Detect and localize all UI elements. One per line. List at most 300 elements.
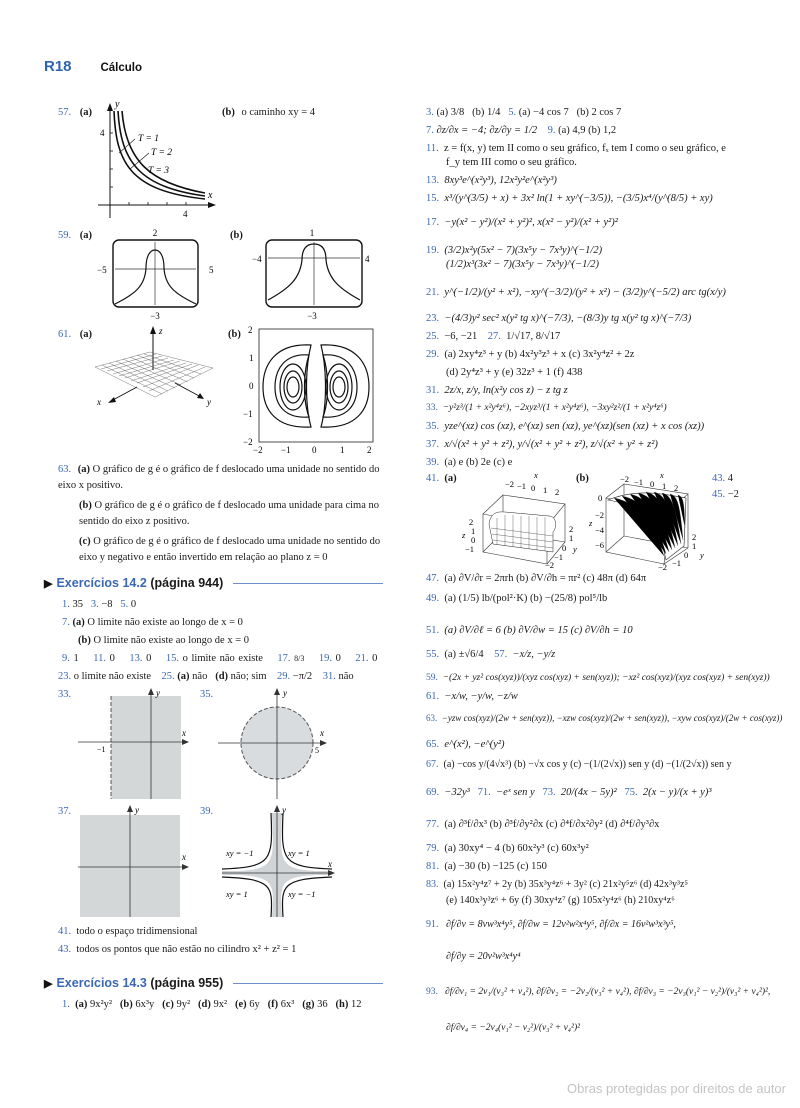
range-top: 2: [152, 228, 158, 238]
r-ex55-57: [426, 648, 555, 661]
answer-text: não: [192, 671, 208, 682]
exercise-number: 59.: [58, 230, 72, 241]
answer-text: 1: [73, 653, 79, 664]
exercise-number: 59.: [426, 673, 438, 683]
r-ex83-cont: (e) 140x³y³z⁶ + 6y (f) 30xy⁴z⁷ (g) 105x²y⁴z⁶ (h) 210xy⁴z⁶: [446, 895, 675, 906]
answer-text: z = f(x, y) tem II como o seu gráfico, fₓ tem I como o seu gráfico, e: [444, 143, 726, 154]
answer-text: (b) 2 cos 7: [576, 107, 622, 118]
y-label: y: [207, 397, 211, 407]
y-arrow: [107, 103, 113, 111]
label-t2: T = 2: [151, 148, 173, 158]
r-ex41b: (b): [576, 473, 589, 484]
exercise-number: 9.: [547, 125, 556, 136]
leader-line: [130, 153, 149, 169]
z-tick: 2: [469, 517, 474, 527]
exercise-number: 31.: [426, 385, 440, 396]
exercise-number: 51.: [426, 625, 440, 636]
curve-label: xy = −1: [288, 889, 316, 899]
hyperbola-branch: [282, 813, 332, 869]
triangle-bullet-icon: ▶: [44, 978, 53, 990]
answer-text: O gráfico de g é o gráfico de f deslocado uma unidade no sentido do eixo x positivo.: [58, 464, 380, 491]
x-arrow: [108, 397, 116, 403]
r-ex91: [426, 918, 676, 931]
x-tick: −1: [97, 745, 106, 754]
answer-text: −(2x + yz² cos(xyz))/(xyz cos(xyz) + sen(xyz)); −xz² cos(xyz)/(xyz cos(xyz) + sen(xyz)): [442, 673, 770, 683]
x-tick: 0: [531, 483, 536, 493]
exercise-59b: (b): [230, 230, 243, 241]
x-tick: 1: [543, 485, 548, 495]
hyperbola-branch: [222, 813, 272, 869]
r-ex11-cont: f_y tem III como o seu gráfico.: [446, 157, 577, 168]
s143-ex1: [62, 998, 362, 1011]
s142-line-9: [62, 652, 377, 665]
s142-line-23: [58, 670, 354, 683]
r-ex19: [426, 244, 602, 257]
r-ex59: [426, 672, 770, 685]
exercise-number: 49.: [426, 593, 440, 604]
level-curves-plot-57: [95, 99, 225, 228]
r-ex79: [426, 842, 589, 855]
answer-text: −y(x² − y²)/(x² + y²)², x(x² − y²)/(x² + y²)²: [444, 217, 618, 228]
y-label: y: [700, 550, 704, 560]
section-title: Exercícios 14.2: [56, 576, 147, 590]
answer-text: (a) ∂V/∂r = 2πrh (b) ∂V/∂h = πr² (c) 48π (d) 64π: [444, 573, 647, 584]
x-tick: 1: [662, 481, 667, 491]
answer-text: (a) 3/8: [436, 107, 465, 118]
answer-text: o caminho xy = 4: [241, 107, 316, 118]
answer-text: 2(x − y)/(x + y)³: [642, 787, 712, 798]
z-tick: 1: [471, 526, 476, 536]
x-axis: [111, 387, 137, 401]
answer-text: O limite não existe ao longo de x = 0: [93, 635, 249, 646]
x-label: x: [182, 852, 186, 862]
r-ex29-cont: (d) 2y⁴z³ + y (e) 32z³ + 1 (f) 438: [446, 367, 583, 378]
exercise-number: 75.: [624, 787, 638, 798]
part-label: (a): [444, 473, 457, 484]
y-label: y: [282, 805, 286, 815]
exercise-number: 55.: [426, 649, 440, 660]
r-ex77: [426, 818, 659, 831]
answer-text: e^(x²), −e^(y²): [444, 739, 505, 750]
part-c: [58, 534, 398, 566]
section-14-2-heading: [44, 576, 383, 590]
range-right: 5: [209, 265, 214, 275]
answer-text: (b) 1/4: [472, 107, 501, 118]
answer-text: (a) 30xy⁴ − 4 (b) 60x²y³ (c) 60x³y²: [444, 843, 589, 854]
y-tick: 0: [684, 550, 689, 560]
x-arrow: [320, 740, 327, 746]
r-ex3-5: [426, 106, 621, 119]
answer-text: (a) ±√6/4: [444, 649, 484, 660]
answer-text: 8xy³e^(x²y³), 12x²y²e^(x²y³): [444, 175, 557, 186]
exercise-number: 61.: [426, 691, 440, 702]
ex37-number: 37.: [58, 806, 72, 817]
curve-label: xy = −1: [226, 848, 254, 858]
exercise-number: 7.: [62, 617, 70, 628]
s142-line-1: [62, 598, 136, 611]
part-label: (d): [197, 999, 211, 1010]
r-ex41: [426, 472, 457, 485]
z-tick: −1: [465, 544, 475, 554]
curve-label: xy = 1: [226, 889, 248, 899]
exercise-57b: [222, 106, 315, 119]
x-label: x: [97, 397, 101, 407]
label-t3: T = 3: [148, 166, 170, 176]
domain-plot-33: [78, 688, 198, 800]
answer-text: O limite não existe ao longo de x = 0: [87, 617, 243, 628]
s142-ex7a: [62, 616, 243, 629]
y-arrow: [148, 688, 154, 695]
domain-plot-35: [218, 688, 338, 800]
r-ex43: [712, 472, 733, 485]
r-ex29: [426, 348, 634, 361]
ex39-number: 39.: [200, 806, 214, 817]
exercise-number: 5.: [120, 599, 129, 610]
x-arrow: [182, 739, 189, 745]
section-title: Exercícios 14.3: [56, 976, 147, 990]
exercise-number: 19.: [426, 245, 440, 256]
y-tick: −1: [554, 552, 564, 562]
part-label: (a): [79, 329, 92, 340]
y-label: y: [115, 99, 120, 110]
z-tick: −2: [595, 510, 605, 520]
exercise-number: 33.: [426, 403, 438, 413]
exercise-number: 1.: [62, 599, 70, 610]
z-tick: −4: [595, 525, 605, 535]
y-tick: 2: [692, 532, 697, 542]
answer-text: (a) −30 (b) −125 (c) 150: [444, 861, 547, 872]
exercise-number: 57.: [58, 107, 72, 118]
exercise-number: 43.: [58, 944, 72, 955]
answer-text: −yzw cos(xyz)/(2w + sen(xyz)), −xzw cos(xyz)/(2w + sen(xyz)), −xyw cos(xyz)/(2w + cos(xyz)): [441, 713, 783, 723]
z-label: z: [159, 326, 163, 336]
ex35-number: 35.: [200, 689, 214, 700]
x-tick: 4: [183, 209, 188, 219]
r-ex93-cont: ∂f/∂v₄ = −2v₄(v₁² − v₂²)/(v₃² + v₄²)²: [446, 1023, 580, 1033]
exercise-number: 29.: [426, 349, 440, 360]
r-ex65: [426, 738, 505, 751]
answer-text: (a) ∂V/∂ℓ = 6 (b) ∂V/∂w = 15 (c) ∂V/∂h = 10: [444, 625, 633, 636]
s142-ex7b: [78, 634, 249, 647]
r-ex11: [426, 142, 726, 155]
x-tick: 2: [674, 483, 679, 493]
range-left: −5: [97, 265, 107, 275]
answer-text: −x/z, −y/z: [512, 649, 556, 660]
x-tick: −2: [620, 474, 630, 484]
x-tick: −2: [253, 445, 263, 455]
y-tick: −2: [658, 562, 668, 572]
exercise-number: 91.: [426, 919, 439, 930]
answer-text: todo o espaço tridimensional: [76, 926, 198, 937]
exercise-number: 31.: [322, 671, 336, 682]
surface-plot-41a: [462, 470, 583, 570]
watermark: Obras protegidas por direitos de autor: [567, 1081, 786, 1096]
r-ex13: [426, 174, 557, 187]
r-ex81: [426, 860, 547, 873]
r-ex23: [426, 312, 691, 325]
r-ex91-cont: ∂f/∂y = 20v²w³x⁴y⁴: [446, 951, 521, 962]
y-label: y: [156, 688, 160, 698]
y-arrow: [127, 805, 133, 812]
exercise-number: 79.: [426, 843, 440, 854]
surface-mesh: [614, 492, 685, 556]
answer-text: 0: [372, 653, 378, 664]
answer-text: (a) e (b) 2e (c) e: [444, 457, 513, 468]
label-t1: T = 1: [138, 134, 160, 144]
answer-text: 6y: [249, 999, 260, 1010]
exercise-number: 77.: [426, 819, 440, 830]
exercise-number: 13.: [129, 653, 143, 664]
domain-plot-37: [78, 805, 198, 920]
exercise-number: 3.: [90, 599, 99, 610]
exercise-number: 25.: [161, 671, 175, 682]
exercise-63: [58, 462, 398, 566]
section-rule: [233, 583, 383, 584]
exercise-number: 81.: [426, 861, 440, 872]
contour-plot-61b: [245, 325, 375, 455]
exercise-number: 13.: [426, 175, 440, 186]
s142-ex43: [58, 943, 296, 956]
r-ex19-cont: (1/2)x³(3x² − 7)(3x⁵y − 7x³y)^(−1/2): [446, 259, 600, 270]
x-arrow: [208, 202, 216, 208]
part-label: (a): [79, 230, 92, 241]
exercise-number: 15.: [426, 193, 440, 204]
exercise-number: 39.: [426, 457, 440, 468]
exercise-number: 11.: [93, 653, 106, 664]
graph-59b: [250, 226, 370, 322]
graph-curve: [115, 250, 196, 304]
domain-region: [111, 696, 181, 799]
part-label: (c): [79, 536, 91, 547]
answer-text: o limite não existe: [73, 671, 152, 682]
z-tick: 0: [598, 493, 603, 503]
exercise-61b: (b): [228, 329, 241, 340]
exercise-number: 37.: [426, 439, 440, 450]
z-label: z: [589, 518, 593, 528]
curve-label: xy = 1: [288, 848, 310, 858]
exercise-61: [58, 328, 92, 341]
y-tick: −2: [243, 437, 253, 447]
x-label: x: [208, 190, 213, 201]
exercise-number: 7.: [426, 125, 434, 136]
ex33-number: 33.: [58, 689, 72, 700]
answer-text: O gráfico de g é o gráfico de f deslocado uma unidade para cima no sentido do eixo z positivo.: [79, 500, 380, 527]
range-bottom: −3: [150, 311, 160, 321]
r-ex35: [426, 420, 704, 433]
page-label: R18: [44, 58, 72, 75]
x-label: x: [182, 728, 186, 738]
range-top: 1: [309, 228, 315, 238]
answer-text: o limite não existe: [182, 653, 263, 664]
exercise-number: 3.: [426, 107, 434, 118]
book-title: Cálculo: [100, 62, 142, 74]
answer-text: 0: [146, 653, 152, 664]
exercise-number: 27.: [487, 331, 501, 342]
answer-text: x³/(y^(3/5) + x) + 3x² ln(1 + xy^(−3/5)), −(3/5)x⁴/(y^(8/5) + xy): [444, 193, 713, 204]
r-ex37: [426, 438, 658, 451]
x-tick: 1: [340, 445, 345, 455]
exercise-number: 17.: [277, 653, 291, 664]
z-arrow: [150, 326, 156, 334]
exercise-number: 61.: [58, 329, 72, 340]
y-tick: 1: [569, 533, 574, 543]
y-tick: −2: [545, 560, 555, 570]
answer-text: 20/(4x − 5y)²: [560, 787, 617, 798]
answer-text: 0: [335, 653, 341, 664]
exercise-number: 25.: [426, 331, 440, 342]
answer-text: não; sim: [230, 671, 267, 682]
answer-text: −6, −21: [444, 331, 478, 342]
x-label: x: [320, 728, 324, 738]
x-tick: 0: [650, 479, 655, 489]
r-ex93: [426, 986, 770, 999]
z-tick: 0: [471, 535, 476, 545]
r-ex25-27: [426, 330, 560, 343]
y-tick: −1: [672, 558, 682, 568]
y-tick: 1: [249, 353, 254, 363]
answer-text: 0: [130, 599, 137, 610]
exercise-number: 35.: [426, 421, 440, 432]
r-ex51: [426, 624, 633, 637]
answer-text: yze^(xz) cos (xz), e^(xz) sen (xz), ye^(xz)(sen (xz) + x cos (xz)): [444, 421, 705, 432]
answer-text: 4: [727, 473, 733, 484]
r-ex47: [426, 572, 646, 585]
exercise-number: 83.: [426, 879, 439, 890]
domain-plot-39: [218, 805, 343, 920]
exercise-57: [58, 106, 92, 119]
section-14-3-heading: [44, 976, 383, 990]
x-tick: −1: [281, 445, 291, 455]
answer-text: não: [338, 671, 354, 682]
x-label: x: [328, 859, 332, 869]
exercise-number: 19.: [318, 653, 333, 664]
answer-text: (3/2)x²y(5x² − 7)(3x⁵y − 7x³y)^(−1/2): [444, 245, 603, 256]
r-ex31: [426, 384, 568, 397]
exercise-number: 23.: [58, 671, 72, 682]
y-arrow: [274, 688, 280, 695]
part-label: (b): [78, 635, 91, 646]
answer-text: 9x²: [213, 999, 228, 1010]
r-ex15: [426, 192, 713, 205]
exercise-number: 1.: [62, 999, 70, 1010]
x-tick: −1: [517, 481, 527, 491]
answer-text: (a) −cos y/(4√x³) (b) −√x cos y (c) −(1/(2√x)) sen y (d) −(1/(2√x)) sen y: [443, 759, 732, 770]
y-label: y: [573, 544, 577, 554]
answer-text: O gráfico de g é o gráfico de f deslocado uma unidade no sentido do eixo y negativo e então invertido em relação ao plano z = 0: [79, 536, 381, 563]
answer-text: −eˣ sen y: [496, 787, 535, 798]
part-b: [58, 498, 398, 530]
exercise-number: 21.: [355, 653, 369, 664]
r-ex17: [426, 216, 618, 229]
exercise-number: 21.: [426, 287, 440, 298]
exercise-number: 41.: [426, 473, 440, 484]
exercise-number: 63.: [426, 713, 438, 723]
part-label: (a): [79, 107, 92, 118]
y-tick: 2: [569, 524, 574, 534]
range-bottom: −3: [307, 311, 317, 321]
answer-text: (a) 4,9 (b) 1,2: [558, 125, 617, 136]
part-label: (a): [75, 999, 88, 1010]
exercise-number: 43.: [712, 473, 726, 484]
y-tick: 2: [248, 325, 253, 335]
exercise-number: 41.: [58, 926, 72, 937]
answer-text: −x/w, −y/w, −z/w: [444, 691, 518, 702]
exercise-number: 73.: [542, 787, 556, 798]
y-tick: 0: [249, 381, 254, 391]
y-tick: 1: [692, 541, 697, 551]
exercise-number: 9.: [62, 653, 70, 664]
answer-text: (a) −4 cos 7: [518, 107, 569, 118]
exercise-number: 23.: [426, 313, 440, 324]
r-ex61: [426, 690, 518, 703]
x-arrow: [182, 864, 189, 870]
r-ex69-75: [426, 786, 712, 799]
r-ex21: [426, 286, 726, 299]
x-tick: 5: [315, 746, 319, 755]
range-right: 4: [365, 254, 370, 264]
answer-text: 6x³y: [135, 999, 155, 1010]
r-ex45: [712, 488, 739, 501]
answer-text: 1/√17, 8/√17: [506, 331, 561, 342]
s142-ex41: [58, 925, 197, 938]
r-ex39: [426, 456, 512, 469]
graph-59a: [95, 226, 215, 322]
y-tick: 4: [100, 128, 105, 138]
exercise-number: 29.: [277, 671, 291, 682]
answer-text: 35: [72, 599, 83, 610]
x-tick: 2: [555, 487, 560, 497]
x-label: x: [660, 470, 664, 480]
section-page: (página 944): [150, 576, 224, 590]
y-arrow: [274, 805, 280, 812]
answer-text: todos os pontos que não estão no cilindro x² + z² = 1: [76, 944, 297, 955]
z-tick: −6: [595, 540, 605, 550]
y-tick: 0: [562, 543, 567, 553]
running-header: [44, 58, 142, 75]
part-label: (b): [119, 999, 133, 1010]
answer-text: −8: [101, 599, 113, 610]
answer-text: 6x³: [280, 999, 295, 1010]
answer-text: 9x²y²: [90, 999, 113, 1010]
part-label: (a): [177, 671, 190, 682]
surface-plot-61a: [95, 325, 225, 410]
part-label: (g): [302, 999, 315, 1010]
r-ex33: [426, 402, 667, 415]
r-ex7-9: [426, 124, 616, 137]
part-label: (h): [335, 999, 349, 1010]
part-label: (c): [162, 999, 174, 1010]
triangle-bullet-icon: ▶: [44, 578, 53, 590]
answer-text: −y²z³/(1 + x²y⁴z⁶), −2xyz³/(1 + x²y⁴z⁶), −3xy²z²/(1 + x²y⁴z⁶): [442, 403, 667, 413]
z-label: z: [462, 530, 466, 540]
part-label: (e): [234, 999, 247, 1010]
x-tick: −1: [634, 477, 644, 487]
x-tick: 0: [312, 445, 317, 455]
answer-text: (a) 15x²y⁴z⁷ + 2y (b) 35x³y⁴z⁶ + 3y² (c) 21x²y⁵z⁶ (d) 42x³y³z⁵: [443, 879, 688, 890]
surface-mesh: [95, 352, 213, 397]
answer-text: −(4/3)y² sec² x(y² tg x)^(−7/3), −(8/3)y tg x(y² tg x)^(−7/3): [444, 313, 692, 324]
r-ex67: [426, 758, 731, 771]
part-label: (d): [215, 671, 229, 682]
answer-text: (a) (1/5) lb/(pol²·K) (b) −(25/8) pol⁵/lb: [444, 593, 608, 604]
contour-lines: [263, 345, 369, 427]
answer-text: 2z/x, z/y, ln(x²y cos z) − z tg z: [444, 385, 568, 396]
plot-frame: [259, 329, 373, 442]
exercise-number: 69.: [426, 787, 440, 798]
exercise-number: 47.: [426, 573, 440, 584]
r-ex49: [426, 592, 607, 605]
exercise-number: 63.: [58, 464, 72, 475]
